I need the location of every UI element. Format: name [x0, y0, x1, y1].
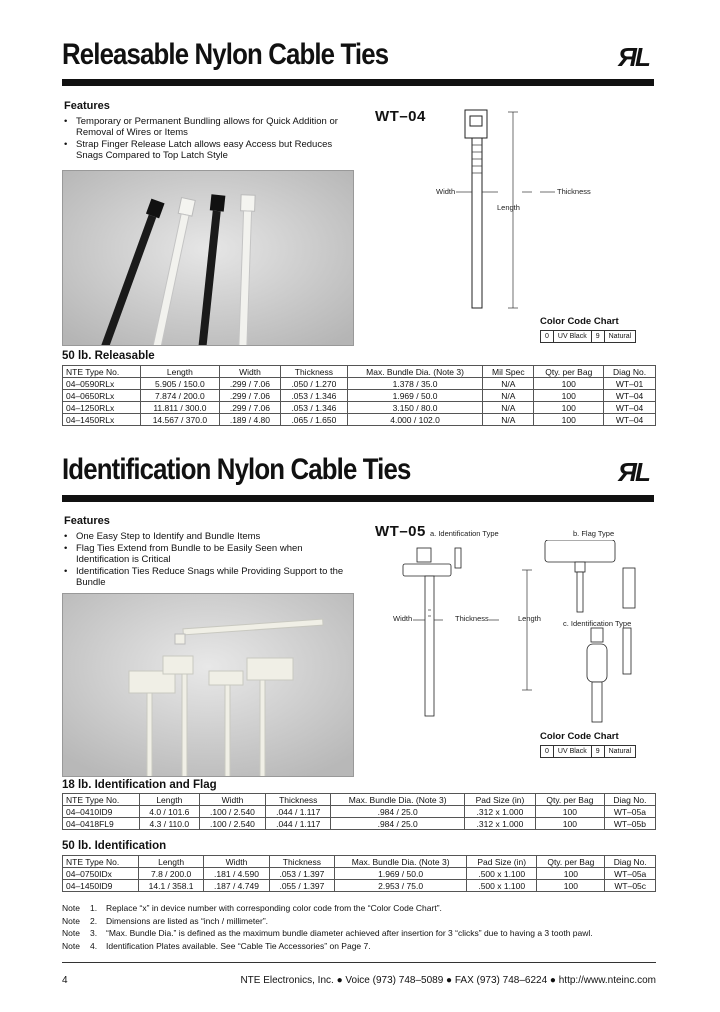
color-name: Natural — [604, 331, 636, 343]
note-line: Note 1. Replace “x” in device number with corresponding color code from the “Color Code Chart”. — [62, 903, 442, 913]
feature-item: • Flag Ties Extend from Bundle to be Easily Seen when Identification is Critical — [62, 543, 352, 565]
id-flag-spec-table — [62, 793, 656, 830]
wt05-diagram — [395, 540, 645, 725]
cell: 1.378 / 35.0 — [347, 378, 482, 390]
cell: 7.874 / 200.0 — [140, 390, 219, 402]
color-name: Natural — [604, 746, 636, 758]
wt04-label: WT–04 — [375, 108, 426, 125]
col-header: Max. Bundle Dia. (Note 3) — [335, 856, 467, 868]
cell: 04–0750IDx — [63, 868, 139, 880]
col-header: Thickness — [266, 794, 331, 806]
cell: 04–0418FL9 — [63, 818, 140, 830]
cell: .050 / 1.270 — [280, 378, 347, 390]
cell: 04–1450ID9 — [63, 880, 139, 892]
cell: WT–05a — [605, 868, 656, 880]
cell: .984 / 25.0 — [331, 818, 465, 830]
cell: .299 / 7.06 — [219, 402, 280, 414]
col-header: Qty. per Bag — [535, 794, 604, 806]
note-line: Note 2. Dimensions are listed as “inch / millimeter”. — [62, 915, 269, 926]
wt05-b-label: b. Flag Type — [573, 529, 615, 538]
table-header-row — [63, 366, 656, 378]
cell: 11.811 / 300.0 — [140, 402, 219, 414]
cell: WT–05c — [605, 880, 656, 892]
feature-item: • Identification Ties Reduce Snags while Providing Support to the Bundle — [62, 566, 352, 588]
section2-title: Identification Nylon Cable Ties — [62, 453, 411, 486]
cell: .187 / 4.749 — [204, 880, 269, 892]
section2-color-chart — [540, 745, 636, 758]
col-header: Mil Spec — [483, 366, 534, 378]
table-row — [63, 414, 656, 426]
cell: .984 / 25.0 — [331, 806, 465, 818]
cell: .065 / 1.650 — [280, 414, 347, 426]
releasable-ties-photo — [62, 170, 354, 346]
cell: .500 x 1.100 — [467, 880, 537, 892]
col-header: Length — [139, 794, 199, 806]
feature-item: • One Easy Step to Identify and Bundle Items — [62, 531, 352, 542]
color-code: 0 — [541, 331, 554, 343]
col-header: Thickness — [269, 856, 334, 868]
cell: 100 — [534, 402, 604, 414]
wt05-length-label: Length — [518, 614, 541, 623]
section2-color-chart-title: Color Code Chart — [540, 731, 619, 742]
col-header: Diag No. — [604, 794, 655, 806]
cell: WT–04 — [604, 402, 656, 414]
cell: .299 / 7.06 — [219, 378, 280, 390]
wt05-a-label: a. Identification Type — [430, 529, 499, 538]
section2-features-list — [62, 531, 352, 589]
cell: 7.8 / 200.0 — [138, 868, 203, 880]
wt05-thickness-label: Thickness — [455, 614, 489, 623]
ul-logo: ЯL — [618, 42, 649, 72]
col-header: Width — [199, 794, 265, 806]
color-code: 0 — [541, 746, 554, 758]
ul-logo: ЯL — [618, 457, 649, 487]
table-row — [63, 818, 656, 830]
color-code: 9 — [591, 746, 604, 758]
cell: .312 x 1.000 — [464, 818, 535, 830]
cell: .053 / 1.346 — [280, 390, 347, 402]
cell: 100 — [534, 378, 604, 390]
cell: .500 x 1.100 — [467, 868, 537, 880]
col-header: NTE Type No. — [63, 856, 139, 868]
col-header: Max. Bundle Dia. (Note 3) — [347, 366, 482, 378]
id-spec-table — [62, 855, 656, 892]
table-row — [63, 868, 656, 880]
col-header: Diag No. — [604, 366, 656, 378]
section1-features-list — [62, 116, 352, 162]
col-header: NTE Type No. — [63, 366, 141, 378]
cell: 04–1450RLx — [63, 414, 141, 426]
cell: WT–04 — [604, 390, 656, 402]
feature-item: • Temporary or Permanent Bundling allows for Quick Addition or Removal of Wires or Items — [62, 116, 352, 138]
cell: WT–01 — [604, 378, 656, 390]
wt05-width-label: Width — [393, 614, 413, 623]
cell: 04–0650RLx — [63, 390, 141, 402]
section2-table2-title: 50 lb. Identification — [62, 840, 167, 852]
cell: .053 / 1.397 — [269, 868, 334, 880]
cell: N/A — [483, 378, 534, 390]
col-header: Length — [140, 366, 219, 378]
cell: N/A — [483, 402, 534, 414]
cell: .055 / 1.397 — [269, 880, 334, 892]
cell: N/A — [483, 390, 534, 402]
cell: 04–0590RLx — [63, 378, 141, 390]
cell: 1.969 / 50.0 — [335, 868, 467, 880]
wt05-c-label: c. Identification Type — [563, 619, 632, 628]
section1-rule — [62, 79, 654, 86]
wt04-width-label: Width — [436, 187, 456, 196]
wt04-length-label: Length — [497, 203, 520, 212]
cell: 2.953 / 75.0 — [335, 880, 467, 892]
cell: 04–0410ID9 — [63, 806, 140, 818]
color-name: UV Black — [553, 331, 591, 343]
table-row — [63, 378, 656, 390]
col-header: Pad Size (in) — [467, 856, 537, 868]
table-header-row — [63, 856, 656, 868]
note-line: Note 4. Identification Plates available. See “Cable Tie Accessories” on Page 7. — [62, 940, 371, 951]
wt05-label: WT–05 — [375, 523, 426, 540]
col-header: Pad Size (in) — [464, 794, 535, 806]
feature-item: • Strap Finger Release Latch allows easy Access but Reduces Snags Compared to Top Latch Style — [62, 139, 352, 161]
table-row — [63, 880, 656, 892]
table-row — [63, 806, 656, 818]
col-header: Width — [219, 366, 280, 378]
section2-features-heading: Features — [64, 515, 110, 527]
col-header: Thickness — [280, 366, 347, 378]
note-line: Note 3. “Max. Bundle Dia.” is defined as the maximum bundle diameter achieved after insertion for 3 “clicks” due to having a 3 tooth pawl. — [62, 928, 593, 938]
section1-color-chart-title: Color Code Chart — [540, 316, 619, 327]
section2-table1-title: 18 lb. Identification and Flag — [62, 779, 217, 791]
section1-title: Releasable Nylon Cable Ties — [62, 38, 389, 71]
cell: 1.969 / 50.0 — [347, 390, 482, 402]
section1-table-title: 50 lb. Releasable — [62, 350, 155, 362]
cell: 14.1 / 358.1 — [138, 880, 203, 892]
col-header: Diag No. — [605, 856, 656, 868]
cell: 100 — [537, 880, 605, 892]
cell: 14.567 / 370.0 — [140, 414, 219, 426]
col-header: NTE Type No. — [63, 794, 140, 806]
col-header: Qty. per Bag — [537, 856, 605, 868]
cell: N/A — [483, 414, 534, 426]
identification-ties-photo — [62, 593, 354, 777]
cell: .312 x 1.000 — [464, 806, 535, 818]
cell: 100 — [535, 806, 604, 818]
wt04-diagram — [420, 100, 620, 320]
section1-color-chart — [540, 330, 636, 343]
col-header: Qty. per Bag — [534, 366, 604, 378]
cell: .044 / 1.117 — [266, 806, 331, 818]
cell: 100 — [535, 818, 604, 830]
section2-rule — [62, 495, 654, 502]
cell: .044 / 1.117 — [266, 818, 331, 830]
col-header: Max. Bundle Dia. (Note 3) — [331, 794, 465, 806]
col-header: Length — [138, 856, 203, 868]
releasable-spec-table — [62, 365, 656, 426]
cell: 100 — [534, 390, 604, 402]
cell: 4.3 / 110.0 — [139, 818, 199, 830]
color-code: 9 — [591, 331, 604, 343]
cell: 100 — [537, 868, 605, 880]
cell: .053 / 1.346 — [280, 402, 347, 414]
section1-features-heading: Features — [64, 100, 110, 112]
cell: .100 / 2.540 — [199, 818, 265, 830]
table-header-row — [63, 794, 656, 806]
color-name: UV Black — [553, 746, 591, 758]
cell: 5.905 / 150.0 — [140, 378, 219, 390]
footer-rule — [62, 962, 656, 963]
table-row — [63, 390, 656, 402]
page-number: 4 — [62, 975, 68, 986]
cell: .100 / 2.540 — [199, 806, 265, 818]
cell: 4.000 / 102.0 — [347, 414, 482, 426]
cell: WT–04 — [604, 414, 656, 426]
cell: .299 / 7.06 — [219, 390, 280, 402]
notes-block — [62, 902, 662, 952]
footer-contact: NTE Electronics, Inc. ● Voice (973) 748–5089 ● FAX (973) 748–6224 ● http://www.nteinc.com — [240, 975, 656, 986]
wt04-thickness-label: Thickness — [557, 187, 591, 196]
cell: .181 / 4.590 — [204, 868, 269, 880]
cell: 4.0 / 101.6 — [139, 806, 199, 818]
cell: WT–05a — [604, 806, 655, 818]
cell: 04–1250RLx — [63, 402, 141, 414]
table-row — [63, 402, 656, 414]
cell: 100 — [534, 414, 604, 426]
col-header: Width — [204, 856, 269, 868]
cell: .189 / 4.80 — [219, 414, 280, 426]
cell: WT–05b — [604, 818, 655, 830]
cell: 3.150 / 80.0 — [347, 402, 482, 414]
